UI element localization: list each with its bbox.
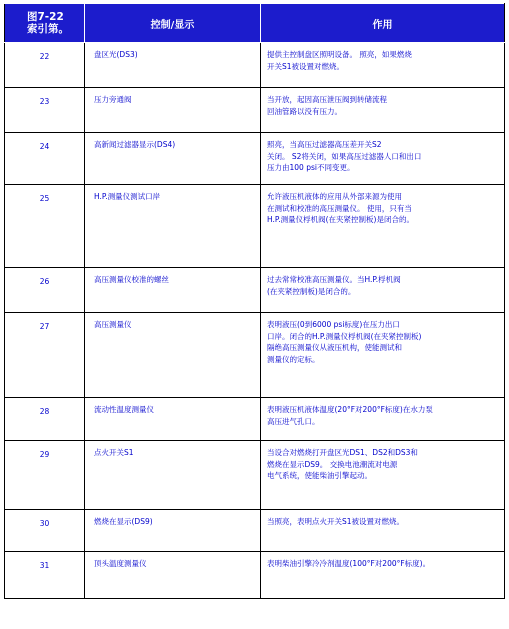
- control-header: 控制/显示: [85, 4, 261, 43]
- row-index: 23: [5, 88, 85, 133]
- function-line: (在夹紧控制板)是闭合的。: [267, 286, 356, 296]
- function-line: 当开放，起因高压泄压阀到转储流程: [267, 95, 387, 104]
- row-index: 27: [5, 313, 85, 398]
- row-index: 29: [5, 441, 85, 510]
- row-function: [261, 313, 505, 398]
- function-line: 在测试和校准的高压测量仪。 使用，只有当: [267, 203, 412, 213]
- table-header-row: [5, 4, 505, 43]
- function-line: H.P.测量仪桴机阀(在夹紧控制板)是闭合的。: [267, 215, 414, 224]
- table-row: [5, 441, 505, 510]
- row-control: 高压测量仪校准的螺丝: [85, 268, 261, 313]
- row-function: [261, 43, 505, 88]
- table-row: [5, 43, 505, 88]
- function-line: 高压进气孔口。: [267, 416, 320, 426]
- row-index: 30: [5, 510, 85, 552]
- function-line: 过去常常校准高压测量仪。当H.P.桴机阀: [267, 275, 401, 284]
- row-control: 盘区光(DS3): [85, 43, 261, 88]
- row-function: [261, 88, 505, 133]
- row-index: 24: [5, 133, 85, 185]
- function-header: 作用: [261, 4, 505, 43]
- row-control: 高新闻过滤器显示(DS4): [85, 133, 261, 185]
- table-row: [5, 398, 505, 441]
- function-line: 允许液压机液体的应用从外部来源为使用: [267, 192, 402, 201]
- row-function: [261, 268, 505, 313]
- function-line: 开关S1被设置对燃烧。: [267, 61, 345, 71]
- function-line: 表明液压机液体温度(20°F对200°F标度)在水力泵: [267, 405, 433, 414]
- table-row: [5, 268, 505, 313]
- row-function: [261, 510, 505, 552]
- function-line: 电气系统，使能柴油引擎起动。: [267, 471, 372, 480]
- row-index: 22: [5, 43, 85, 88]
- function-line: 当照亮，表明点火开关S1被设置对燃烧。: [267, 517, 405, 526]
- table-row: [5, 313, 505, 398]
- function-line: 压力由100 psi不同变更。: [267, 163, 355, 172]
- row-index: 28: [5, 398, 85, 441]
- function-line: 回油管路以没有压力。: [267, 106, 342, 116]
- row-function: [261, 441, 505, 510]
- row-function: [261, 398, 505, 441]
- index-header-line1: 图7-22: [27, 11, 64, 23]
- row-control: 流动性温度测量仪: [85, 398, 261, 441]
- function-line: 测量仪的定标。: [267, 354, 320, 364]
- row-control: 高压测量仪: [85, 313, 261, 398]
- row-control: 压力旁通阀: [85, 88, 261, 133]
- row-function: [261, 185, 505, 268]
- row-control: 顶头温度测量仪: [85, 552, 261, 599]
- index-header: [5, 4, 85, 43]
- table-row: [5, 133, 505, 185]
- function-line: 提供主控制盘区照明设备。 照亮，如果燃烧: [267, 50, 412, 59]
- function-line: 燃烧在显示DS9。 交换电池潮流对电源: [267, 459, 398, 469]
- function-line: 表明柴油引擎冷冷剂温度(100°F对200°F标度)。: [267, 559, 431, 568]
- index-header-line2: 索引第。: [27, 23, 69, 35]
- table-row: [5, 510, 505, 552]
- row-index: 31: [5, 552, 85, 599]
- table-row: [5, 185, 505, 268]
- row-control: 燃烧在显示(DS9): [85, 510, 261, 552]
- control-display-table: [4, 3, 505, 599]
- function-line: 当设合对燃烧打开盘区光DS1、DS2和DS3和: [267, 448, 418, 457]
- row-control: 点火开关S1: [85, 441, 261, 510]
- row-function: [261, 552, 505, 599]
- row-index: 25: [5, 185, 85, 268]
- function-line: 关闭。 S2将关闭，如果高压过滤器人口和出口: [267, 151, 422, 161]
- function-line: 表明液压(0到6000 psi标度)在压力出口: [267, 320, 400, 329]
- function-line: 口岸。闭合的H.P.测量仪桴机阀(在夹紧控制板): [267, 331, 422, 341]
- table-row: [5, 552, 505, 599]
- row-index: 26: [5, 268, 85, 313]
- function-line: 隔绝高压测量仪从液压机构，使能测试和: [267, 343, 402, 352]
- function-line: 照亮，当高压过滤器高压差开关S2: [267, 140, 382, 149]
- table-row: [5, 88, 505, 133]
- row-control: H.P.测量仪测试口岸: [85, 185, 261, 268]
- row-function: [261, 133, 505, 185]
